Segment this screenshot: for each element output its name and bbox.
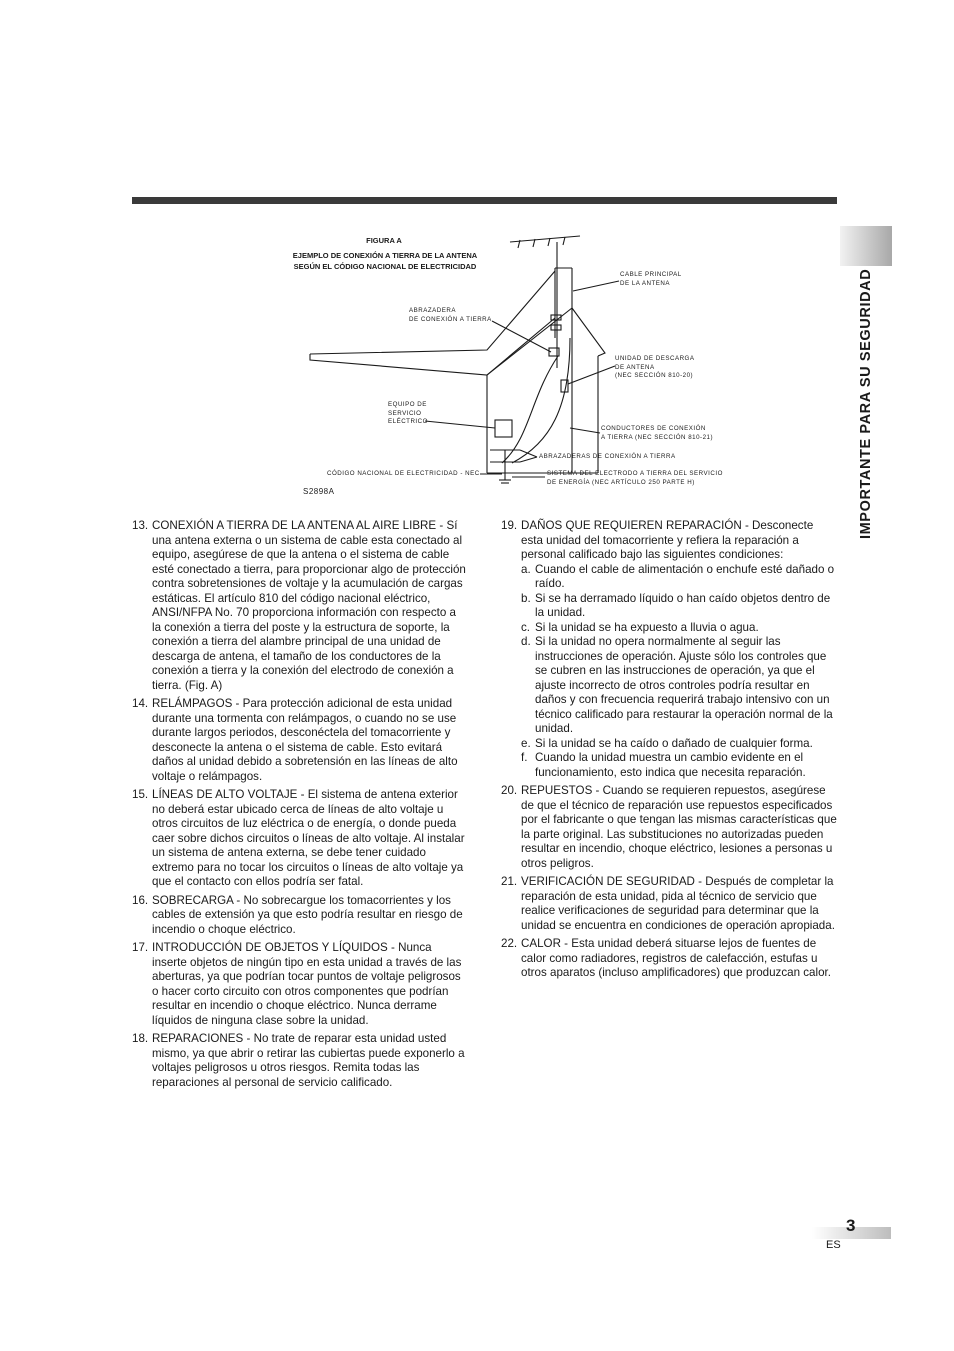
list-item [132,519,468,693]
label-line: SISTEMA DEL ELECTRODO A TIERRA DEL SERVICIO [547,470,723,477]
item-number: 17. [132,941,149,954]
label-line: DE ANTENA [615,363,655,371]
item-number: 22. [501,937,518,950]
label-line: (NEC SECCIÓN 810-20) [615,372,694,379]
label-unidad-descarga [615,355,694,381]
sub-item [521,635,837,737]
label-cable-principal [620,271,682,288]
list-item [132,697,468,784]
item-text: REPUESTOS - Cuando se requieren repuestos, asegúrese de que el técnico de reparación use repuestos especificados por el fabricante o que tengan las mismas características que la parte original. Las substituciones no autorizadas pueden resultar en incendio, choque eléctrico, lesiones a personas u otros peligros. [521,784,837,870]
item-number: 15. [132,788,149,801]
list-item [501,519,837,780]
sub-item [521,563,837,592]
sub-letter: e. [521,736,531,750]
right-column [501,519,837,985]
page-number: 3 [846,1216,856,1235]
sub-letter: c. [521,620,531,634]
item-text: INTRODUCCIÓN DE OBJETOS Y LÍQUIDOS - Nunca inserte objetos de ningún tipo en esta unidad a través de las aberturas, ya que podrían tocar puntos de voltaje peligrosos o hacer corto circuito con otros componentes que podrían resultar en incendio o choque eléctrico. Nunca derrame líquidos de ninguna clase sobre la unidad. [152,941,462,1027]
label-line: A TIERRA (NEC SECCIÓN 810-21) [601,433,714,441]
figure-code: S2898A [303,487,335,496]
label-line: DE CONEXIÓN A TIERRA [409,315,492,323]
sub-text: Cuando la unidad muestra un cambio evidente en el funcionamiento, esto indica que necesita reparación. [535,751,806,779]
item-text: LÍNEAS DE ALTO VOLTAJE - El sistema de antena exterior no deberá estar ubicado cerca de líneas de alto voltaje u otros circuitos de luz eléctrica o de energía, o donde pueda caer sobre dichos circuitos o líneas de alto voltaje. Al instalar un sistema de antena externa, se debe tener cuidado extremo para no tocar los circuitos o líneas de alto voltaje ya que el contacto con ellos podría ser fatal. [152,788,465,888]
label-abrazadera [409,307,492,324]
list-item [501,937,837,981]
sub-text: Si la unidad no opera normalmente al seguir las instrucciones de operación. Ajuste sólo los controles que se cubren en las instrucciones de operación, ya que el ajuste incorrecto de otros controles podría resultar en daños y con frecuencia requerirá trabajo intensivo con un técnico calificado para restaurar la operación normal de la unidad. [535,635,833,735]
label-sistema-electrodo [547,470,723,487]
label-line: CÓDIGO NACIONAL DE ELECTRICIDAD - NEC [327,470,480,477]
label-abrazaderas [539,453,676,462]
sub-item [521,592,837,621]
sub-text: Si la unidad se ha caído o dañado de cualquier forma. [535,736,813,750]
label-line: DE LA ANTENA [620,279,671,287]
list-item [132,1032,468,1090]
sub-letter: b. [521,591,531,605]
sub-text: Si se ha derramado líquido o han caído objetos dentro de la unidad. [535,591,831,619]
sub-item [521,751,837,780]
label-line: CONDUCTORES DE CONEXIÓN [601,425,706,432]
figure-subtitle-line1: EJEMPLO DE CONEXIÓN A TIERRA DE LA ANTENA [292,251,478,260]
item-text: REPARACIONES - No trate de reparar esta unidad usted mismo, ya que abrir o retirar las cubiertas puede exponerlo a voltajes peligrosos u otros riesgos. Remita todas las reparaciones al personal de servicio calificado. [152,1032,465,1089]
section-tab-marker [840,226,892,266]
item-text: VERIFICACIÓN DE SEGURIDAD - Después de completar la reparación de esta unidad, pida al técnico de servicio que realice verificaciones de seguridad para determinar que la unidad se encuentra en condiciones de operación apropiada. [521,875,835,932]
sub-item [521,737,837,752]
language-code: ES [826,1239,841,1251]
item-text: CALOR - Esta unidad deberá situarse lejos de fuentes de calor como radiadores, registros de calefacción, estufas u otros aparatos (incluso amplificadores) que produzcan calor. [521,937,831,979]
label-equipo-servicio [388,401,428,427]
sub-letter: a. [521,562,531,576]
label-line: CABLE PRINCIPAL [620,271,682,278]
item-number: 16. [132,893,149,907]
item-text: DAÑOS QUE REQUIEREN REPARACIÓN - Desconecte esta unidad del tomacorriente y refiera la reparación a personal calificado bajo las siguientes condiciones: [521,519,814,561]
item-text: RELÁMPAGOS - Para protección adicional de esta unidad durante una tormenta con relámpagos, o cuando no se use durante largos periodos, desconéctela del tomacorriente y desconecte la antena o el sistema de cable. Esto evitará daños al unidad debido a sobretensión en las líneas de alto voltaje o relámpagos. [152,697,458,783]
list-item [132,788,468,890]
list-item [501,784,837,871]
item-number: 18. [132,1032,149,1045]
header-rule [132,197,837,204]
label-line: ABRAZADERAS DE CONEXIÓN A TIERRA [539,453,676,460]
section-side-title: IMPORTANTE PARA SU SEGURIDAD [858,269,874,540]
item-number: 14. [132,697,149,710]
left-column [132,519,468,1094]
sub-text: Cuando el cable de alimentación o enchufe esté dañado o raído. [535,562,835,590]
item-number: 20. [501,784,518,797]
label-conductores [601,425,713,442]
label-line: ABRAZADERA [409,307,456,314]
item-text: SOBRECARGA - No sobrecargue los tomacorrientes y los cables de extensión ya que esto podría resultar en riesgo de incendio o choque eléctrico. [152,893,463,936]
sub-item [521,621,837,636]
label-line: DE ENERGÍA (NEC ARTÍCULO 250 PARTE H) [547,478,695,486]
label-codigo-nacional [327,470,480,479]
sub-letter: d. [521,635,531,648]
label-line: SERVICIO [388,409,422,417]
label-line: EQUIPO DE [388,401,427,408]
label-line: UNIDAD DE DESCARGA [615,355,695,362]
sub-letter: f. [521,751,528,764]
item-number: 21. [501,875,518,888]
sub-text: Si la unidad se ha expuesto a lluvia o agua. [535,620,759,634]
list-item [132,941,468,1028]
item-text: CONEXIÓN A TIERRA DE LA ANTENA AL AIRE LIBRE - Sí una antena externa o un sistema de cable esta conectado al equipo, asegúrese de que la antena o el sistema de cable esté conectado a tierra, para proporcionar algo de protección contra sobretensiones de voltaje y la acumulación de cargas estáticas. El artículo 810 del código nacional eléctrico, ANSI/NFPA No. 70 proporciona información con respecto a la conexión a tierra del poste y la estructura de soporte, la conexión a tierra del alambre principal de una unidad de descarga de antena, el tamaño de los conductores de la conexión a tierra y la conexión del electrodo de conexión a tierra. (Fig. A) [152,519,466,692]
list-item [501,875,837,933]
figure-title: FIGURA A [366,236,402,245]
item-number: 19. [501,519,518,532]
figure-subtitle-line2: SEGÚN EL CÓDIGO NACIONAL DE ELECTRICIDAD [293,262,477,271]
antenna-grounding-figure [280,228,750,503]
item-number: 13. [132,519,149,532]
label-line: ELÉCTRICO [388,418,428,425]
list-item [132,894,468,938]
